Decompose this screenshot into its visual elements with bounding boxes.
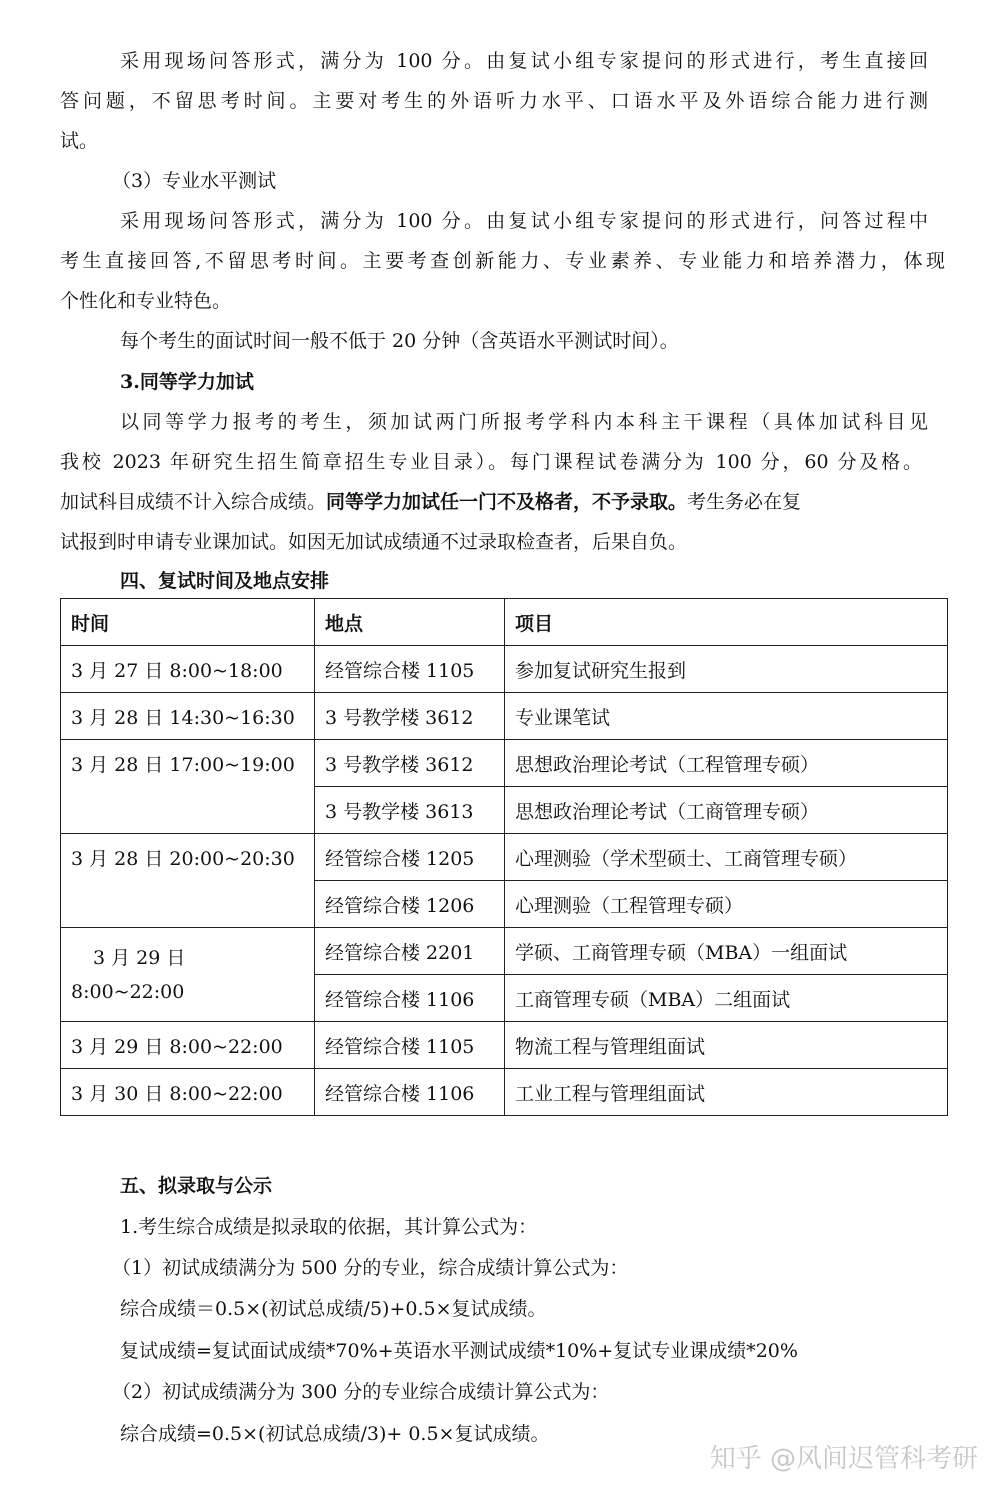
cell-time: 3 月 28 日 20:00~20:30 xyxy=(61,834,315,928)
table-row xyxy=(61,1069,948,1116)
cell-item: 心理测验（学术型硕士、工商管理专硕） xyxy=(505,834,948,881)
text-line: 采用现场问答形式，满分为 100 分。由复试小组专家提问的形式进行，考生直接回 xyxy=(120,50,928,72)
table-row xyxy=(61,740,948,787)
header-time: 时间 xyxy=(61,599,315,646)
cell-item: 工商管理专硕（MBA）二组面试 xyxy=(505,975,948,1022)
cell-place: 3 号教学楼 3613 xyxy=(315,787,505,834)
text-line: （1）初试成绩满分为 500 分的专业，综合成绩计算公式为： xyxy=(112,1257,629,1279)
cell-place: 3 号教学楼 3612 xyxy=(315,693,505,740)
text-line: 答问题，不留思考时间。主要对考生的外语听力水平、口语水平及外语综合能力进行测 xyxy=(60,90,928,112)
cell-time: 3 月 29 日 8:00~22:00 xyxy=(61,1022,315,1069)
table-row xyxy=(61,1022,948,1069)
heading-equivalent-test: 3.同等学力加试 xyxy=(120,371,254,393)
text-line: 我校 2023 年研究生招生简章招生专业目录）。每门课程试卷满分为 100 分，60 分及格。 xyxy=(60,451,922,473)
text-line: 考生直接回答,不留思考时间。主要考查创新能力、专业素养、专业能力和培养潜力，体现 xyxy=(60,250,945,272)
cell-place: 经管综合楼 1205 xyxy=(315,834,505,881)
cell-item: 心理测验（工程管理专硕） xyxy=(505,881,948,928)
cell-item: 参加复试研究生报到 xyxy=(505,646,948,693)
cell-item: 专业课笔试 xyxy=(505,693,948,740)
text-normal: 考生务必在复 xyxy=(687,491,802,513)
formula-line: 综合成绩＝0.5×(初试总成绩/5)+0.5×复试成绩。 xyxy=(120,1298,547,1320)
text-line: 个性化和专业特色。 xyxy=(60,290,232,312)
formula-line: 复试成绩=复试面试成绩*70%+英语水平测试成绩*10%+复试专业课成绩*20% xyxy=(120,1340,798,1362)
text-line: （2）初试成绩满分为 300 分的专业综合成绩计算公式为： xyxy=(112,1381,610,1403)
heading-admission: 五、拟录取与公示 xyxy=(120,1175,273,1197)
paragraph-interview-duration: 每个考生的面试时间一般不低于 20 分钟（含英语水平测试时间）。 xyxy=(120,330,679,352)
cell-place: 经管综合楼 1106 xyxy=(315,1069,505,1116)
cell-item: 思想政治理论考试（工商管理专硕） xyxy=(505,787,948,834)
cell-item: 物流工程与管理组面试 xyxy=(505,1022,948,1069)
table-row xyxy=(61,693,948,740)
cell-time-line: 3 月 29 日 xyxy=(93,946,186,969)
cell-place: 经管综合楼 1105 xyxy=(315,646,505,693)
text-line: 以同等学力报考的考生，须加试两门所报考学科内本科主干课程（具体加试科目见 xyxy=(120,411,928,433)
table-header-row xyxy=(61,599,948,646)
cell-time-line: 8:00~22:00 xyxy=(71,980,185,1003)
subheading-professional-test: （3）专业水平测试 xyxy=(112,170,277,192)
formula-line: 综合成绩=0.5×(初试总成绩/3)+ 0.5×复试成绩。 xyxy=(120,1423,550,1445)
text-bold-warning: 同等学力加试任一门不及格者，不予录取。 xyxy=(326,491,688,513)
table-row xyxy=(61,834,948,881)
cell-item: 思想政治理论考试（工程管理专硕） xyxy=(505,740,948,787)
cell-time: 3 月 28 日 17:00~19:00 xyxy=(61,740,315,834)
cell-place: 经管综合楼 1106 xyxy=(315,975,505,1022)
cell-time: 3 月 27 日 8:00~18:00 xyxy=(61,646,315,693)
cell-time: 3 月 30 日 8:00~22:00 xyxy=(61,1069,315,1116)
text-line: 采用现场问答形式，满分为 100 分。由复试小组专家提问的形式进行，问答过程中 xyxy=(120,210,928,232)
cell-item: 学硕、工商管理专硕（MBA）一组面试 xyxy=(505,928,948,975)
table-row xyxy=(61,646,948,693)
cell-place: 3 号教学楼 3612 xyxy=(315,740,505,787)
text-line: 1.考生综合成绩是拟录取的依据，其计算公式为： xyxy=(120,1216,538,1238)
heading-schedule: 四、复试时间及地点安排 xyxy=(120,570,330,592)
cell-time xyxy=(61,928,315,1022)
cell-place: 经管综合楼 2201 xyxy=(315,928,505,975)
header-item: 项目 xyxy=(505,599,948,646)
header-place: 地点 xyxy=(315,599,505,646)
text-line xyxy=(60,490,801,514)
cell-place: 经管综合楼 1105 xyxy=(315,1022,505,1069)
cell-place: 经管综合楼 1206 xyxy=(315,881,505,928)
text-normal: 加试科目成绩不计入综合成绩。 xyxy=(60,491,327,513)
watermark: 知乎 @风间迟管科考研 xyxy=(709,1444,978,1474)
schedule-table xyxy=(60,598,948,1116)
cell-time: 3 月 28 日 14:30~16:30 xyxy=(61,693,315,740)
text-line: 试。 xyxy=(60,130,99,152)
text-line: 试报到时申请专业课加试。如因无加试成绩通不过录取检查者，后果自负。 xyxy=(60,531,688,553)
cell-item: 工业工程与管理组面试 xyxy=(505,1069,948,1116)
table-row xyxy=(61,928,948,975)
